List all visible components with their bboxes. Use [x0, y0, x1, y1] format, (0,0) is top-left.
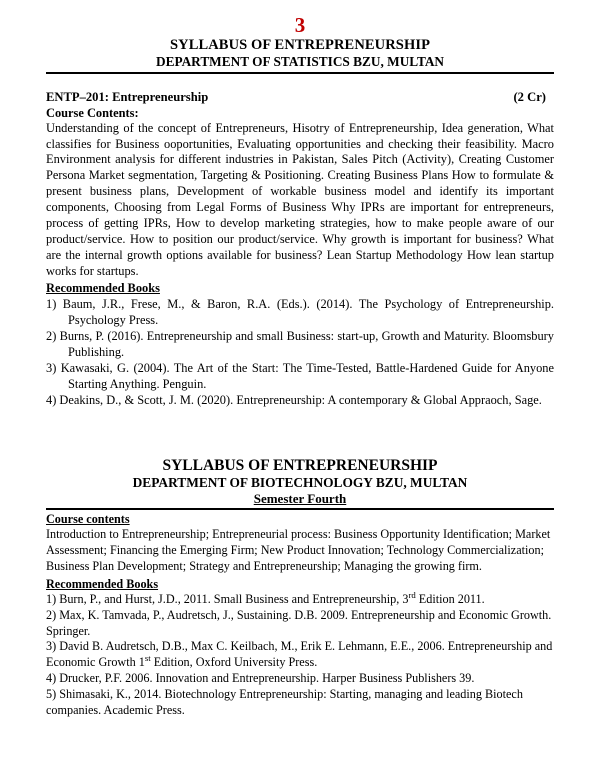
section2-semester: Semester Fourth — [253, 491, 347, 507]
recommended-books-label-1: Recommended Books — [46, 281, 160, 296]
section2-subtitle: DEPARTMENT OF BIOTECHNOLOGY BZU, MULTAN — [132, 475, 468, 491]
list-item: 2) Burns, P. (2016). Entrepreneurship and small Business: start-up, Growth and Maturity. Bloomsbury Publishing. — [46, 329, 554, 360]
spacer-1 — [46, 74, 554, 90]
course-contents-text-1: Understanding of the concept of Entrepreneurs, Hisotry of Entrepreneurship, Idea generation, What classifies for Business ooportunities, Evaluating opportunities and checking their feasibility. Macro Environment analysis for different industries in Pakistan, Sales Pitch (Activity), Creating Customer Persona Market segmentation, Targeting & Positioning. Creating Business Plans How to formulate & present business plans, Development of workable business model and identify its important components, Choosing from Legal Forms of Business Why IPRs are important for entrepreneurs, process of getting IPRs, How to develop marketing strategies, how to make people aware of our product/service. How to position our product/service. Why growth is important for business? What are the internal growth options available for business? Lean Startup Methodology How lean startup works for startups. — [46, 120, 554, 278]
recommended-books-list-1 — [46, 297, 554, 408]
ref-text-before: 3) David B. Audretsch, D.B., Max C. Keilbach, M., Erik E. Lehmann, E.E., 2006. Entrepreneurship and Economic Growth 1 — [46, 639, 553, 670]
course-header-row — [46, 90, 554, 105]
list-item — [46, 671, 554, 687]
list-item: 1) Baum, J.R., Frese, M., & Baron, R.A. (Eds.). (2014). The Psychology of Entrepreneurship. Psychology Press. — [46, 297, 554, 328]
ref-text-after: Edition, Oxford University Press. — [150, 655, 318, 670]
ref-superscript: rd — [408, 589, 416, 600]
list-item — [46, 639, 554, 671]
ref-text-before: 4) Drucker, P.F. 2006. Innovation and Entrepreneurship. Harper Business Publishers 39. — [46, 671, 475, 686]
list-item — [46, 589, 554, 608]
list-item: 3) Kawasaki, G. (2004). The Art of the Start: The Time-Tested, Battle-Hardened Guide for Anyone Starting Anything. Penguin. — [46, 360, 554, 391]
ref-text-before: 2) Max, K. Tamvada, P., Audretsch, J., Sustaining. D.B. 2009. Entrepreneurship and Economic Growth. Springer. — [46, 607, 552, 638]
spacer-2 — [46, 409, 554, 457]
ref-text-after: Edition 2011. — [415, 591, 485, 606]
header-divider-2 — [46, 508, 554, 510]
course-contents-text-2: Introduction to Entrepreneurship; Entrepreneurial process: Business Opportunity Identification; Market Assessment; Financing the Emerging Firm; New Product Innovation; Technology Commercialization; Business Plan Development; Strategy and Entrepreneurship; Managing the growing firm. — [46, 527, 551, 573]
course-code: ENTP–201: Entrepreneurship — [46, 89, 209, 104]
ref-superscript: st — [144, 653, 151, 664]
recommended-books-list-2 — [46, 589, 554, 719]
course-contents-label-1: Course Contents: — [46, 105, 139, 120]
course-credits: (2 Cr) — [513, 89, 546, 104]
list-item — [46, 687, 554, 719]
section1-title: SYLLABUS OF ENTREPRENEURSHIP — [169, 37, 431, 54]
page-number: 3 — [294, 13, 306, 37]
section2-title: SYLLABUS OF ENTREPRENEURSHIP — [162, 456, 438, 474]
ref-text-before: 5) Shimasaki, K., 2014. Biotechnology Entrepreneurship: Starting, managing and leading Biotech companies. Academic Press. — [46, 686, 523, 717]
recommended-books-label-2: Recommended Books — [46, 576, 159, 591]
course-contents-label-2: Course contents — [46, 512, 130, 527]
section1-subtitle: DEPARTMENT OF STATISTICS BZU, MULTAN — [155, 53, 445, 69]
list-item — [46, 608, 554, 640]
ref-text-before: 1) Burn, P., and Hurst, J.D., 2011. Small Business and Entrepreneurship, 3 — [46, 591, 409, 606]
list-item: 4) Deakins, D., & Scott, J. M. (2020). Entrepreneurship: A contemporary & Global Appraoch, Sage. — [46, 392, 542, 407]
